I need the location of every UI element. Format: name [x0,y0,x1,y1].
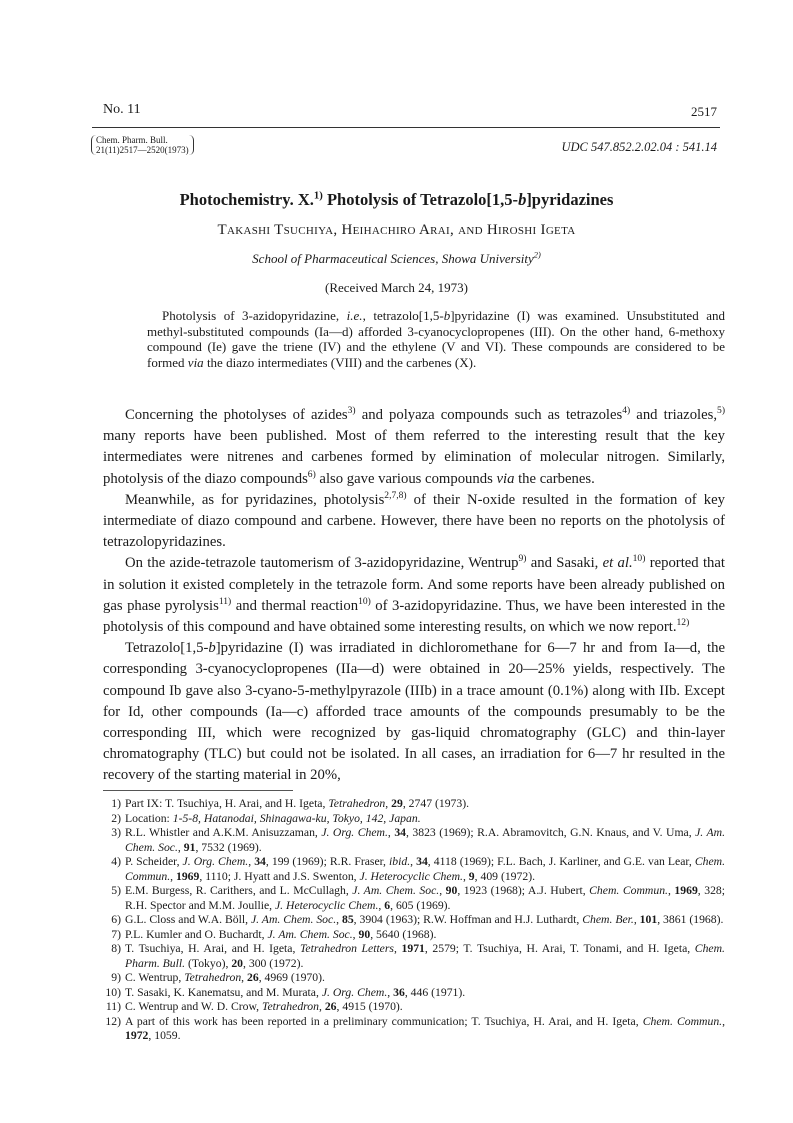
abstract-paragraph: Photolysis of 3-azidopyridazine, i.e., tetrazolo[1,5-b]pyridazine (I) was examined. Unsubstituted and methyl-substituted compounds (Ia—d) afforded 3-cyanocyclopropenes (III). On the other hand, 6-methoxy compound (Ie) gave the triene (IV) and the ethylene (V and VI). These compounds are considered to be formed via the diazo intermediates (VIII) and the carbenes (X). [147,308,725,370]
footnote-text: Chem. Ber. [582,913,634,926]
footnote-text: J. Heterocyclic Chem. [359,869,463,883]
footnote-text: , [722,1014,726,1028]
footnote-text: Part IX: T. Tsuchiya, H. Arai, and H. Igeta, [125,797,329,810]
footnote-text: , [462,869,469,883]
footnote-text: , 4915 (1970). [336,1000,403,1013]
footnote [103,986,725,1001]
abstract [147,308,725,370]
footnote-text: , 1923 (1968); A.J. Hubert, [457,884,590,897]
footnote-text: , [393,942,402,955]
footnote-text: , [410,855,417,868]
footnote-text: Tetrahedron [328,797,386,810]
footnote-text: 91 [183,840,196,854]
footnote-text: , 4118 (1969); F.L. Bach, J. Karliner, and G.E. van Lear, [427,855,695,868]
footnote-text: , 4969 (1970). [258,971,325,984]
footnote-text: J. Am. Chem. Soc. [125,826,725,854]
footnote-text: , 409 (1972). [474,869,536,883]
footnote-text: 26 [247,971,259,984]
footnote-text: , [387,985,394,999]
footnote-text: , [378,898,385,912]
footnote-text: 29 [391,797,403,810]
issue-number: No. 11 [103,102,141,117]
footnote-text: Chem. Pharm. Bull. [125,942,725,970]
body-paragraph-4: Tetrazolo[1,5-b]pyridazine (I) was irradiated in dichloromethane for 6—7 hr and from Ia—d, the corresponding 3-cyanocyclopropenes (IIa—d) were obtained in 20—25% yields, respectively. The compound Ib gave also 3-cyano-5-methylpyrazole (IIIb) in a trace amount (0.1%) along with IIb. Except for Id, other compounds (Ia—c) afforded trace amounts of the compounds presumably to be the corresponding III, which were recognized by gas-liquid chromatography (GLC) and thin-layer chromatography (TLC) but could not be isolated. In all cases, an irradiation for 6—7 hr resulted in the recovery of the starting material in 20%, [103,640,725,784]
footnote-text: Chem. Commun. [125,855,726,883]
footnote-text: , 1110; J. Hyatt and J.S. Swenton, [199,869,360,883]
footnote-text: , 7532 (1969). [195,840,262,854]
received-date: (Received March 24, 1973) [325,280,468,295]
header-rule [92,127,720,128]
footnote-text: , 605 (1969). [390,898,451,912]
footnote [103,855,725,884]
body-paragraph-3: On the azide-tetrazole tautomerism of 3-azidopyridazine, Wentrup$^{9)}$ and Sasaki, et al.$^{10)}$ reported that in solution it existed completely in the tetrazole form. And some reports have been already published on gas phase pyrolysis$^{11)}$ and thermal reaction$^{10)}$ of 3-azidopyridazine. Thus, we have been interested in the photolysis of this compound and have obtained some interesting results, on which we now report.$^{12)}$ [103,553,725,636]
footnote-text: Chem. Commun. [589,884,668,897]
footnote-text: 1971 [401,942,425,955]
footnote-text: 6 [384,898,391,912]
footnote-number: 8) [111,942,121,955]
footnote-text: 36 [393,985,405,999]
footnote-text: , [667,884,675,897]
footnote [103,971,725,986]
footnote-number: 11) [105,1000,121,1013]
footnote-text: , [352,927,359,941]
footnotes [103,797,725,1044]
footnote-text: 26 [324,1000,337,1013]
footnote-number: 7) [111,927,121,941]
body-paragraph-2: Meanwhile, as for pyridazines, photolysis$^{2,7,8)}$ of their N-oxide resulted in the formation of key intermediate of diazo compound and carbene. However, there have been no reports on the photolysis of tetrazolopyridazines. [103,489,726,551]
footnote-text: J. Org. Chem. [321,826,388,839]
footnote-text: J. Org. Chem. [321,985,388,999]
footnote-text: C. Wentrup and W. D. Crow, [125,1000,263,1013]
footnote-text: 85 [341,913,354,926]
footnote-text: J. Am. Chem. Soc. [267,927,353,941]
authors: Takashi Tsuchiya, Heihachiro Arai, and Hiroshi Igeta [217,222,576,238]
footnote-text: , 3823 (1969); R.A. Abramovitch, G.N. Knaus, and V. Uma, [406,826,696,839]
title-part: Photochemistry. X. [179,190,314,209]
footnote [103,812,725,827]
footnote-number: 4) [111,855,121,868]
title-part: ]pyridazines [526,190,614,209]
footnote-text: , 5640 (1968). [370,927,437,941]
footnote-text: J. Am. Chem. Soc. [250,913,337,926]
affiliation-text: School of Pharmaceutical Sciences, Showa University [252,251,534,266]
footnote-number: 1) [111,797,121,810]
body-paragraph-1: Concerning the photolyses of azides$^{3)}$ and polyaza compounds such as tetrazoles$^{4)}$ and triazoles,$^{5)}$ many reports have been published. Most of them referred to the interesting result that the key intermediates were nitrenes and carbenes formed by elimination of molecular nitrogen. Similarly, photolysis of the diazo compounds$^{6)}$ also gave various compounds via the carbenes. [103,405,725,487]
footnote [103,884,725,913]
affiliation [0,251,793,267]
footnote-text: , [177,840,184,854]
footnote-text: , [439,884,446,897]
footnote-number: 6) [111,913,121,926]
footnote-text: , 199 (1969); R.R. Fraser, [265,855,390,868]
footnote-text: , [387,826,395,839]
udc-code: UDC 547.852.2.02.04 : 541.14 [561,140,717,154]
footnote [103,1015,725,1044]
footnote-text: , [633,913,640,926]
footnote-text: , 1059. [148,1029,181,1042]
footnote-text: 1-5-8, Hatanodai, Shinagawa-ku, Tokyo, 142, Japan. [172,811,421,825]
footnote-text: T. Sasaki, K. Kanematsu, and M. Murata, [125,985,322,999]
footnote-text: , 2747 (1973). [402,797,470,810]
footnote-text: , 3904 (1963); R.W. Hoffman and H.J. Luthardt, [353,913,583,926]
main-text [103,405,725,787]
footnote-number: 9) [111,971,121,984]
footnote-number: 5) [111,884,121,897]
footnote-text: E.M. Burgess, R. Carithers, and L. McCullagh, [125,884,353,897]
footnote-text: A part of this work has been reported in a preliminary communication; T. Tsuchiya, H. Arai, and H. Igeta, [125,1014,643,1028]
journal-name: Chem. Pharm. Bull. [96,135,168,145]
footnote-text: G.L. Closs and W.A. Böll, [125,913,251,926]
footnote-text: 1969 [175,869,200,883]
footnote [103,928,725,943]
footnote-text: J. Org. Chem. [182,855,249,868]
title-part: b [518,190,527,209]
footnote-text: Location: [125,811,173,825]
journal-volume: 21(11)2517—2520(1973) [96,145,189,155]
footnote-text: 34 [254,855,266,868]
affiliation-footnote-ref: 2) [533,249,541,260]
footnote-text: , 446 (1971). [404,985,466,999]
footnote-text: 34 [416,855,428,868]
footnote-text: Chem. Commun. [642,1014,723,1028]
footnote-text: Tetrahedron [262,1000,319,1013]
footnote-text: 1972 [125,1029,149,1042]
footnote-number: 10) [105,985,121,999]
footnote-text: 20 [231,956,243,970]
footnote-text: Tetrahedron Letters [299,942,394,955]
footnote-text: 1969 [674,884,698,897]
footnote-text: , [241,971,248,984]
page-number: 2517 [691,104,717,119]
footnote [103,942,725,971]
footnote-text: P. Scheider, [125,855,183,868]
footnote-text: , 328; R.H. Spector and M.M. Joullie, [125,884,726,912]
journal-citation [91,135,194,155]
footnote-text: P.L. Kumler and O. Buchardt, [125,927,268,941]
footnote-text: (Tokyo), [185,956,232,970]
footnote-text: T. Tsuchiya, H. Arai, and H. Igeta, [125,942,300,955]
footnote-text: R.L. Whistler and A.K.M. Anisuzzaman, [125,826,322,839]
footnote-text: 90 [358,927,371,941]
footnote-text: C. Wentrup, [125,971,185,984]
footnote-text: , 2579; T. Tsuchiya, H. Arai, T. Tonami, and H. Igeta, [424,942,695,955]
footnote [103,1000,725,1015]
footnote-text: , [385,797,392,810]
footnote [103,913,725,928]
footnote-text: , [170,869,176,883]
title-footnote-ref: 1) [313,189,323,202]
footnote-text: 101 [639,913,658,926]
title-part: Photolysis of Tetrazolo[1,5- [322,190,519,209]
footnote [103,826,725,855]
article-title [0,190,793,210]
footnote-text: , 300 (1972). [243,956,304,970]
footnote [103,797,725,812]
footnote-text: 34 [394,826,406,839]
footnote-text: , [336,913,342,926]
footnote-number: 2) [111,811,121,825]
footnote-text: 90 [445,884,458,897]
footnote-text: 9 [468,869,475,883]
footnote-number: 12) [105,1014,121,1028]
footnote-number: 3) [111,826,121,839]
footnote-text: Tetrahedron [184,971,242,984]
footnote-text: J. Am. Chem. Soc. [352,884,440,897]
footnote-text: , [248,855,255,868]
footnote-text: J. Heterocyclic Chem. [274,898,379,912]
footnote-text: , [318,1000,325,1013]
footnote-text: ibid. [389,855,411,868]
footnote-text: , 3861 (1968). [657,913,724,926]
footnote-rule [103,790,293,791]
